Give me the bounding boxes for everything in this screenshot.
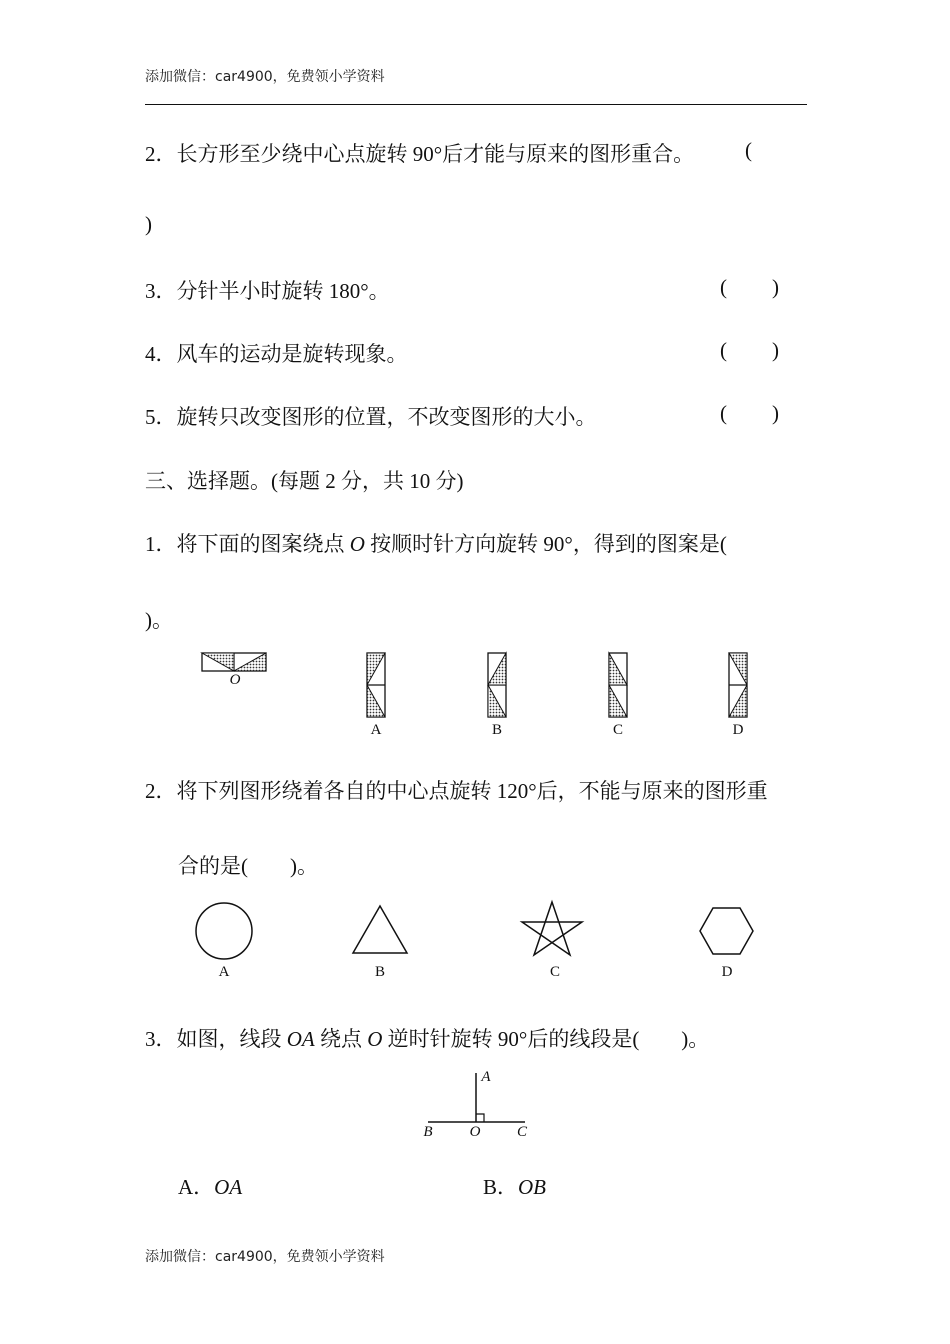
- question-text: 将下面的图案绕点: [176, 532, 350, 556]
- question-text: 如图，线段: [176, 1027, 287, 1051]
- option-c-label: C: [612, 722, 623, 738]
- option-c-figure: [609, 653, 627, 717]
- choice-value: OA: [214, 1175, 243, 1199]
- question-number: 1．: [145, 532, 177, 556]
- choice-a: [178, 1171, 242, 1201]
- section-title: 三、选择题。(每题 2 分，共 10 分): [145, 469, 464, 493]
- option-a-figure: [367, 653, 385, 717]
- answer-paren-close: ): [772, 401, 779, 425]
- point-b-label: B: [423, 1124, 433, 1140]
- answer-paren-open: (: [720, 275, 727, 299]
- choice-b: [483, 1171, 546, 1201]
- question-text: 绕点: [314, 1027, 368, 1051]
- option-b-label: B: [374, 964, 385, 980]
- answer-paren-close: ): [772, 338, 779, 362]
- item-text: 长方形至少绕中心点旋转 90°后才能与原来的图形重合。: [176, 142, 695, 166]
- option-a-circle: [196, 903, 252, 959]
- option-d-label: D: [721, 964, 733, 980]
- option-a-label: A: [218, 964, 230, 980]
- answer-paren-close: ): [145, 212, 152, 236]
- answer-paren-open: (: [720, 338, 727, 362]
- item-text: 旋转只改变图形的位置，不改变图形的大小。: [176, 405, 597, 429]
- item-number: 3．: [145, 279, 177, 303]
- option-d-label: D: [732, 722, 744, 738]
- point-label: O: [349, 532, 365, 556]
- page-footer: 添加微信：car4900，免费领小学资料: [145, 1249, 385, 1265]
- question-2: [145, 775, 768, 805]
- option-d-hexagon: [700, 908, 753, 954]
- question-text: 将下列图形绕着各自的中心点旋转 120°后，不能与原来的图形重: [176, 779, 768, 803]
- point-label: O: [367, 1027, 383, 1051]
- question-text: 按顺时针方向旋转 90°，得到的图案是(: [364, 532, 727, 556]
- question-2-line2: 合的是( )。: [178, 854, 318, 878]
- choice-letter: B．: [483, 1175, 519, 1199]
- question-1-line2: )。: [145, 608, 173, 632]
- option-d-figure: [729, 653, 747, 717]
- item-number: 2．: [145, 142, 177, 166]
- answer-paren-open: (: [720, 401, 727, 425]
- answer-paren-open: (: [745, 138, 752, 162]
- item-number: 5．: [145, 405, 177, 429]
- point-o-label: O: [469, 1124, 481, 1140]
- question-number: 2．: [145, 779, 177, 803]
- item-number: 4．: [145, 342, 177, 366]
- option-a-label: A: [370, 722, 382, 738]
- choice-letter: A．: [178, 1175, 215, 1199]
- option-c-label: C: [549, 964, 560, 980]
- question-3: [145, 1023, 709, 1053]
- item-text: 分针半小时旋转 180°。: [176, 279, 390, 303]
- option-c-star: [522, 902, 582, 955]
- question-text: 逆时针旋转 90°后的线段是( )。: [382, 1027, 710, 1051]
- point-c-label: C: [516, 1124, 527, 1140]
- original-pattern: [202, 653, 266, 671]
- item-text: 风车的运动是旋转现象。: [176, 342, 408, 366]
- origin-label: O: [229, 672, 241, 688]
- answer-paren-close: ): [772, 275, 779, 299]
- segment-label: OA: [286, 1027, 315, 1051]
- question-number: 3．: [145, 1027, 177, 1051]
- option-b-label: B: [491, 722, 502, 738]
- point-a-label: A: [481, 1069, 491, 1085]
- choice-value: OB: [518, 1175, 547, 1199]
- option-b-figure: [488, 653, 506, 717]
- page-header: 添加微信：car4900，免费领小学资料: [145, 69, 385, 85]
- option-b-triangle: [353, 906, 407, 953]
